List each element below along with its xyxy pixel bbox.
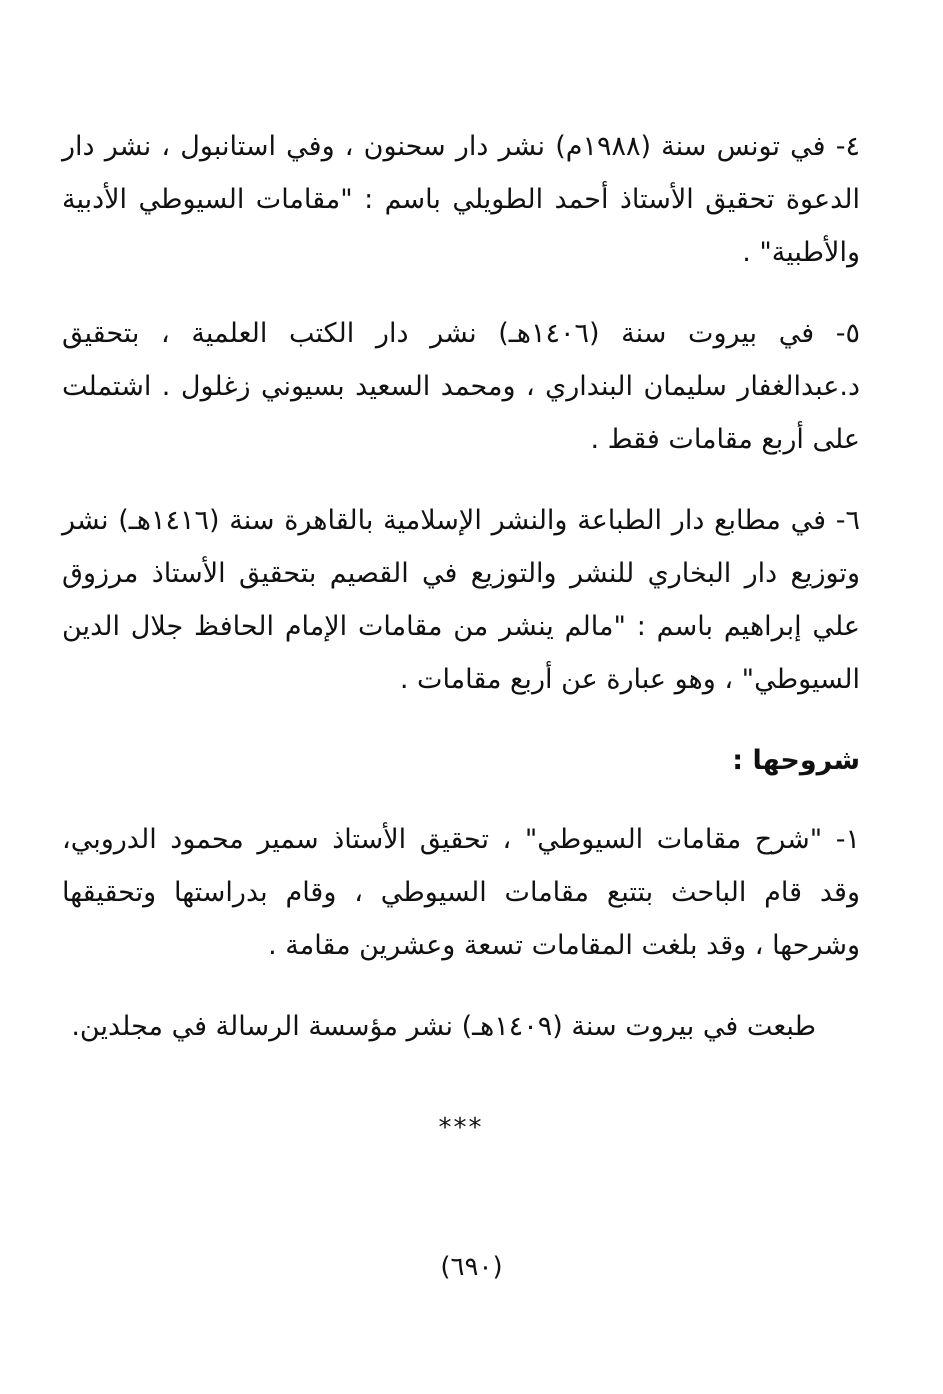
paragraph-item-4: ٤- في تونس سنة (١٩٨٨م) نشر دار سحنون ، وفي استانبول ، نشر دار الدعوة تحقيق الأستاذ أحمد الطويلي باسم : "مقامات السيوطي الأدبية والأطبية" . xyxy=(62,131,861,268)
publication-note: طبعت في بيروت سنة (١٤٠٩هـ) نشر مؤسسة الرسالة في مجلدين. xyxy=(71,1011,816,1042)
commentary-item-1: ١- "شرح مقامات السيوطي" ، تحقيق الأستاذ سمير محمود الدروبي، وقد قام الباحث بتتبع مقامات السيوطي ، وقام بدراستها وتحقيقها وشرحها ، وقد بلغت المقامات تسعة وعشرين مقامة . xyxy=(62,824,860,961)
page-number: (٦٩٠) xyxy=(440,1252,503,1282)
paragraph-item-5: ٥- في بيروت سنة (١٤٠٦هـ) نشر دار الكتب العلمية ، بتحقيق د.عبدالغفار سليمان البنداري ، ومحمد السعيد بسيوني زغلول . اشتملت على أربع مقامات فقط . xyxy=(62,318,861,455)
page-body xyxy=(62,120,860,1143)
paragraph-item-6: ٦- في مطابع دار الطباعة والنشر الإسلامية بالقاهرة سنة (١٤١٦هـ) نشر وتوزيع دار البخاري للنشر والتوزيع في القصيم بتحقيق الأستاذ مرزوق علي إبراهيم باسم : "مالم ينشر من مقامات الإمام الحافظ جلال الدين السيوطي" ، وهو عبارة عن أربع مقامات . xyxy=(62,505,860,695)
section-separator: *** xyxy=(438,1113,484,1143)
section-heading-commentaries: شروحها : xyxy=(732,745,860,776)
